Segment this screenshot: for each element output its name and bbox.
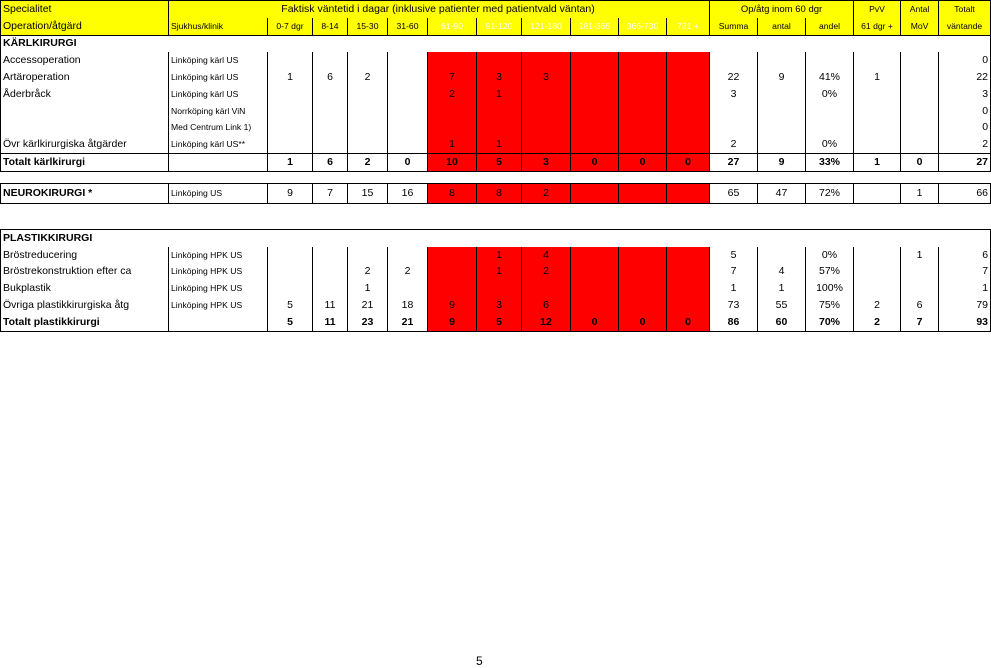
cell-value: 5	[477, 154, 522, 172]
andel-header: andel	[806, 18, 854, 35]
cell-value: 2	[854, 297, 901, 314]
page-number: 5	[476, 654, 483, 668]
cell-value: 4	[758, 264, 806, 281]
cell-value	[428, 264, 477, 281]
cell-value	[619, 103, 667, 120]
cell-value: 9	[268, 184, 313, 204]
cell-value: 5	[477, 314, 522, 331]
cell-value: 70%	[806, 314, 854, 331]
clinic-name: Linköping US	[169, 184, 268, 204]
clinic-name: Linköping HPK US	[169, 247, 268, 264]
cell-value: 0	[939, 103, 991, 120]
total-row	[1, 314, 991, 331]
cell-value	[477, 52, 522, 69]
cell-value: 10	[428, 154, 477, 172]
clinic-name: Linköping HPK US	[169, 280, 268, 297]
cell-value	[313, 280, 348, 297]
cell-value: 0	[571, 154, 619, 172]
cell-value: 6	[313, 154, 348, 172]
cell-value	[758, 247, 806, 264]
cell-value	[667, 297, 710, 314]
cell-value: 1	[854, 69, 901, 86]
totalt-header: Totalt	[939, 1, 991, 18]
cell-value: 9	[428, 297, 477, 314]
cell-value: 75%	[806, 297, 854, 314]
cell-value: 21	[388, 314, 428, 331]
cell-value: 3	[477, 297, 522, 314]
cell-value	[667, 247, 710, 264]
cell-value: 100%	[806, 280, 854, 297]
cell-value: 2	[854, 314, 901, 331]
cell-value	[901, 280, 939, 297]
cell-value: 5	[710, 247, 758, 264]
procedure-name: Bukplastik	[1, 280, 169, 297]
mov-header: MoV	[901, 18, 939, 35]
cell-value: 0	[571, 314, 619, 331]
cell-value: 7	[710, 264, 758, 281]
clinic-name: Linköping kärl US	[169, 86, 268, 103]
plastikkirurgi-table	[0, 229, 991, 332]
total-row	[1, 154, 991, 172]
clinic-name: Linköping HPK US	[169, 297, 268, 314]
plastikkirurgi-title-row	[1, 230, 991, 247]
table-row	[1, 280, 991, 297]
table-row	[1, 69, 991, 86]
procedure-name: Övriga plastikkirurgiska åtg	[1, 297, 169, 314]
cell-value	[667, 86, 710, 103]
operation-header: Operation/åtgärd	[1, 18, 169, 35]
cell-value: 7	[313, 184, 348, 204]
cell-value	[619, 264, 667, 281]
d61-header: 61 dgr +	[854, 18, 901, 35]
cell-value: 0%	[806, 136, 854, 153]
cell-value	[313, 247, 348, 264]
cell-value: 3	[522, 69, 571, 86]
cell-value: 65	[710, 184, 758, 204]
procedure-name	[1, 103, 169, 120]
cell-value: 0	[388, 154, 428, 172]
cell-value: 3	[939, 86, 991, 103]
clinic-name	[169, 314, 268, 331]
cell-value: 7	[939, 264, 991, 281]
cell-value: 1	[477, 86, 522, 103]
cell-value: 0	[939, 52, 991, 69]
cell-value	[619, 297, 667, 314]
cell-value: 2	[710, 136, 758, 153]
plastikkirurgi-title: PLASTIKKIRURGI	[1, 230, 991, 247]
bucket-header: 15-30	[348, 18, 388, 35]
procedure-name	[1, 120, 169, 137]
cell-value	[522, 120, 571, 137]
table-row	[1, 103, 991, 120]
antal-header: Antal	[901, 1, 939, 18]
cell-value	[806, 103, 854, 120]
cell-value: 1	[939, 280, 991, 297]
cell-value	[619, 120, 667, 137]
header-row-1	[1, 1, 991, 18]
cell-value	[667, 280, 710, 297]
cell-value	[854, 136, 901, 153]
cell-value	[806, 52, 854, 69]
cell-value	[571, 69, 619, 86]
procedure-name: Bröstrekonstruktion efter ca	[1, 264, 169, 281]
cell-value	[428, 52, 477, 69]
cell-value: 0%	[806, 247, 854, 264]
cell-value	[522, 103, 571, 120]
cell-value: 3	[477, 69, 522, 86]
cell-value: 22	[939, 69, 991, 86]
cell-value	[477, 120, 522, 137]
cell-value: 0	[619, 154, 667, 172]
procedure-name: Åderbråck	[1, 86, 169, 103]
cell-value: 1	[758, 280, 806, 297]
cell-value	[571, 184, 619, 204]
cell-value	[571, 52, 619, 69]
cell-value: 18	[388, 297, 428, 314]
cell-value: 1	[268, 69, 313, 86]
cell-value: 72%	[806, 184, 854, 204]
cell-value: 2	[522, 184, 571, 204]
cell-value	[571, 247, 619, 264]
cell-value	[571, 103, 619, 120]
antal-header: antal	[758, 18, 806, 35]
cell-value	[901, 103, 939, 120]
cell-value: 0	[667, 154, 710, 172]
sjukhus-header: Sjukhus/klinik	[169, 18, 268, 35]
cell-value: 0	[667, 314, 710, 331]
cell-value: 2	[522, 264, 571, 281]
cell-value	[571, 136, 619, 153]
cell-value	[313, 86, 348, 103]
cell-value	[477, 103, 522, 120]
cell-value: 1	[710, 280, 758, 297]
cell-value	[619, 52, 667, 69]
pvv-header: PvV	[854, 1, 901, 18]
cell-value: 16	[388, 184, 428, 204]
cell-value	[571, 120, 619, 137]
cell-value	[854, 280, 901, 297]
cell-value: 6	[901, 297, 939, 314]
cell-value	[388, 52, 428, 69]
cell-value	[854, 52, 901, 69]
cell-value: 9	[758, 154, 806, 172]
cell-value: 6	[522, 297, 571, 314]
cell-value	[806, 120, 854, 137]
cell-value	[313, 52, 348, 69]
bucket-header: 181-365	[571, 18, 619, 35]
bucket-header: 121-180	[522, 18, 571, 35]
cell-value	[268, 136, 313, 153]
cell-value: 4	[522, 247, 571, 264]
cell-value	[268, 280, 313, 297]
vantande-header: väntande	[939, 18, 991, 35]
cell-value	[619, 184, 667, 204]
cell-value	[619, 136, 667, 153]
cell-value: 1	[348, 280, 388, 297]
cell-value	[388, 120, 428, 137]
table-row	[1, 52, 991, 69]
cell-value: 8	[428, 184, 477, 204]
specialitet-header: Specialitet	[1, 1, 169, 18]
bucket-header: 0-7 dgr	[268, 18, 313, 35]
cell-value	[758, 136, 806, 153]
cell-value	[854, 247, 901, 264]
cell-value	[901, 264, 939, 281]
karlkirurgi-title-row	[1, 35, 991, 52]
bucket-header: 366-730	[619, 18, 667, 35]
cell-value	[619, 69, 667, 86]
cell-value	[428, 247, 477, 264]
bucket-header: 8-14	[313, 18, 348, 35]
cell-value: 55	[758, 297, 806, 314]
cell-value	[522, 280, 571, 297]
cell-value: 5	[268, 297, 313, 314]
cell-value	[313, 136, 348, 153]
clinic-name: Linköping HPK US	[169, 264, 268, 281]
cell-value: 1	[477, 247, 522, 264]
cell-value: 7	[901, 314, 939, 331]
cell-value: 9	[428, 314, 477, 331]
cell-value	[854, 184, 901, 204]
table-row	[1, 297, 991, 314]
cell-value	[268, 86, 313, 103]
cell-value: 66	[939, 184, 991, 204]
clinic-name: Linköping kärl US	[169, 69, 268, 86]
cell-value: 73	[710, 297, 758, 314]
cell-value: 0	[619, 314, 667, 331]
cell-value: 1	[854, 154, 901, 172]
cell-value	[710, 52, 758, 69]
procedure-name: Bröstreducering	[1, 247, 169, 264]
table-row	[1, 264, 991, 281]
procedure-name: Totalt plastikkirurgi	[1, 314, 169, 331]
cell-value	[388, 136, 428, 153]
cell-value	[388, 247, 428, 264]
bucket-header: 31-60	[388, 18, 428, 35]
waiting-time-title: Faktisk väntetid i dagar (inklusive patienter med patientvald väntan)	[169, 1, 710, 18]
cell-value: 1	[477, 136, 522, 153]
cell-value	[571, 297, 619, 314]
cell-value: 33%	[806, 154, 854, 172]
cell-value: 0%	[806, 86, 854, 103]
cell-value: 1	[477, 264, 522, 281]
cell-value	[667, 103, 710, 120]
cell-value	[571, 86, 619, 103]
cell-value	[758, 86, 806, 103]
cell-value	[348, 136, 388, 153]
cell-value	[901, 52, 939, 69]
cell-value: 7	[428, 69, 477, 86]
cell-value: 1	[901, 184, 939, 204]
cell-value	[758, 103, 806, 120]
cell-value: 1	[901, 247, 939, 264]
procedure-name: Artäroperation	[1, 69, 169, 86]
cell-value: 60	[758, 314, 806, 331]
table-row	[1, 247, 991, 264]
cell-value	[667, 69, 710, 86]
cell-value	[854, 264, 901, 281]
clinic-name	[169, 154, 268, 172]
cell-value: 86	[710, 314, 758, 331]
op-within-60-header: Op/åtg inom 60 dgr	[710, 1, 854, 18]
cell-value: 47	[758, 184, 806, 204]
cell-value: 93	[939, 314, 991, 331]
cell-value: 8	[477, 184, 522, 204]
cell-value	[388, 69, 428, 86]
cell-value: 57%	[806, 264, 854, 281]
cell-value	[388, 103, 428, 120]
cell-value	[667, 136, 710, 153]
procedure-name: Totalt kärlkirurgi	[1, 154, 169, 172]
clinic-name: Linköping kärl US**	[169, 136, 268, 153]
cell-value	[522, 52, 571, 69]
cell-value: 3	[710, 86, 758, 103]
cell-value: 15	[348, 184, 388, 204]
cell-value	[428, 120, 477, 137]
cell-value	[388, 86, 428, 103]
cell-value	[348, 247, 388, 264]
cell-value	[710, 120, 758, 137]
cell-value: 27	[939, 154, 991, 172]
summa-header: Summa	[710, 18, 758, 35]
cell-value	[348, 52, 388, 69]
cell-value: 0	[939, 120, 991, 137]
cell-value	[901, 69, 939, 86]
cell-value	[710, 103, 758, 120]
bucket-header: 91-120	[477, 18, 522, 35]
cell-value: 1	[268, 154, 313, 172]
cell-value: 41%	[806, 69, 854, 86]
clinic-name: Norrköping kärl ViN	[169, 103, 268, 120]
cell-value	[268, 247, 313, 264]
cell-value	[348, 103, 388, 120]
cell-value	[619, 86, 667, 103]
cell-value	[619, 280, 667, 297]
table-row	[1, 86, 991, 103]
bucket-header: 731 +	[667, 18, 710, 35]
cell-value	[313, 120, 348, 137]
cell-value: 2	[939, 136, 991, 153]
cell-value: 11	[313, 314, 348, 331]
cell-value	[854, 120, 901, 137]
procedure-name: NEUROKIRURGI *	[1, 184, 169, 204]
cell-value	[667, 52, 710, 69]
cell-value	[667, 120, 710, 137]
cell-value: 79	[939, 297, 991, 314]
cell-value	[901, 86, 939, 103]
procedure-name: Accessoperation	[1, 52, 169, 69]
cell-value	[667, 184, 710, 204]
cell-value	[571, 264, 619, 281]
cell-value: 0	[901, 154, 939, 172]
cell-value: 1	[428, 136, 477, 153]
table-row	[1, 120, 991, 137]
cell-value	[348, 120, 388, 137]
cell-value: 2	[348, 154, 388, 172]
cell-value	[758, 52, 806, 69]
cell-value: 22	[710, 69, 758, 86]
cell-value	[522, 136, 571, 153]
cell-value	[428, 103, 477, 120]
cell-value	[667, 264, 710, 281]
cell-value: 12	[522, 314, 571, 331]
cell-value	[758, 120, 806, 137]
cell-value	[313, 103, 348, 120]
cell-value	[854, 103, 901, 120]
cell-value: 2	[348, 264, 388, 281]
karlkirurgi-title: KÄRLKIRURGI	[1, 35, 991, 52]
cell-value	[571, 280, 619, 297]
clinic-name: Linköping kärl US	[169, 52, 268, 69]
cell-value: 9	[758, 69, 806, 86]
cell-value	[268, 103, 313, 120]
cell-value: 2	[428, 86, 477, 103]
cell-value	[619, 247, 667, 264]
cell-value: 3	[522, 154, 571, 172]
cell-value	[477, 280, 522, 297]
cell-value	[313, 264, 348, 281]
cell-value	[901, 120, 939, 137]
cell-value	[268, 52, 313, 69]
cell-value: 23	[348, 314, 388, 331]
clinic-name: Med Centrum Link 1)	[169, 120, 268, 137]
cell-value: 6	[939, 247, 991, 264]
cell-value	[268, 120, 313, 137]
cell-value	[901, 136, 939, 153]
cell-value: 5	[268, 314, 313, 331]
karlkirurgi-table	[0, 0, 991, 172]
table-row	[1, 136, 991, 153]
cell-value	[348, 86, 388, 103]
cell-value: 11	[313, 297, 348, 314]
cell-value	[388, 280, 428, 297]
header-row-2	[1, 18, 991, 35]
cell-value	[268, 264, 313, 281]
cell-value: 6	[313, 69, 348, 86]
cell-value	[854, 86, 901, 103]
cell-value	[428, 280, 477, 297]
cell-value: 21	[348, 297, 388, 314]
cell-value: 2	[388, 264, 428, 281]
cell-value: 2	[348, 69, 388, 86]
procedure-name: Övr kärlkirurgiska åtgärder	[1, 136, 169, 153]
bucket-header: 61-90	[428, 18, 477, 35]
cell-value	[522, 86, 571, 103]
table-row	[1, 184, 991, 204]
neurokirurgi-table	[0, 183, 991, 204]
cell-value: 27	[710, 154, 758, 172]
